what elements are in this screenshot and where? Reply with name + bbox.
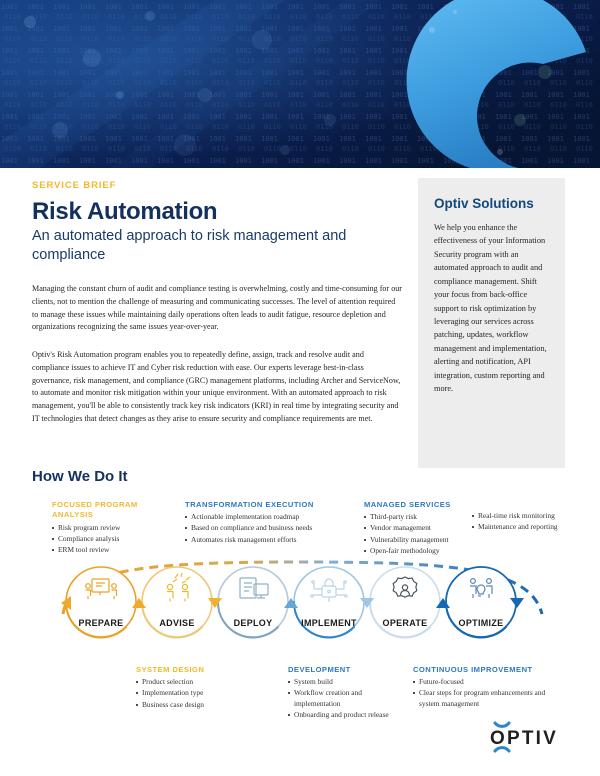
list-item: Third-party risk — [364, 512, 474, 523]
intro-paragraph-2: Optiv's Risk Automation program enables you to repeatedly define, assign, track and resolve audit and compliance issues to achieve IT and Cyber risk reduction with ease. Our experts leverage best-in-class governance, risk management, and compliance (GRC) management platforms, including Archer and ServiceNow, to automate and monitor risk mitigation within your unique environment. With an automated approach to risk management, you'll be able to consistently track key risk indicators (KRI) in real time by integrating security and IT technologies that detect changes as they arise to ensure security and compliance requirements are met. — [32, 350, 401, 423]
list-item: Risk program review — [52, 523, 172, 534]
step-label-deploy: DEPLOY — [233, 618, 273, 628]
list-item: Product selection — [136, 677, 266, 688]
list-item: ERM tool review — [52, 545, 172, 556]
eyebrow-label: SERVICE BRIEF — [32, 180, 117, 191]
group-list — [364, 512, 474, 556]
list-item: Onboarding and product release — [288, 710, 408, 721]
list-item: Actionable implementation roadmap — [185, 512, 350, 523]
list-item: Implementation type — [136, 688, 266, 699]
group-title: FOCUSED PROGRAM ANALYSIS — [52, 500, 138, 520]
group-managed-services-column-2 — [472, 511, 568, 533]
list-item: Vulnerability management — [364, 535, 474, 546]
list-item: System build — [288, 677, 408, 688]
group-system-design — [136, 665, 266, 711]
step-label-operate: OPERATE — [382, 618, 428, 628]
step-label-prepare: PREPARE — [78, 618, 124, 628]
group-list — [52, 523, 172, 556]
step-label-optimize: OPTIMIZE — [458, 618, 504, 628]
group-title: MANAGED SERVICES — [364, 500, 451, 509]
list-item: Workflow creation and implementation — [288, 688, 408, 709]
list-item: Open-fair methodology — [364, 546, 474, 557]
group-list — [288, 677, 408, 720]
group-focused-program-analysis — [52, 500, 172, 556]
process-flow-diagram — [30, 556, 575, 656]
list-item: Based on compliance and business needs — [185, 523, 350, 534]
group-title: SYSTEM DESIGN — [136, 665, 205, 674]
header-banner-image — [0, 0, 600, 168]
group-list — [413, 677, 563, 709]
list-item: Automates risk management efforts — [185, 535, 350, 546]
list-item: Business case design — [136, 700, 266, 711]
group-development — [288, 665, 408, 721]
step-label-advise: ADVISE — [159, 618, 195, 628]
group-list — [472, 511, 568, 533]
sidebar-title: Optiv Solutions — [434, 196, 534, 211]
optiv-wordmark: OPTIV — [490, 728, 559, 749]
list-item: Real-time risk monitoring — [472, 511, 568, 522]
step-label-implement: IMPLEMENT — [301, 618, 357, 628]
list-item: Maintenance and reporting — [472, 522, 568, 533]
group-title: TRANSFORMATION EXECUTION — [185, 500, 314, 509]
group-list — [185, 512, 350, 545]
group-title: DEVELOPMENT — [288, 665, 351, 674]
list-item: Compliance analysis — [52, 534, 172, 545]
group-list — [136, 677, 266, 710]
intro-paragraph-1: Managing the constant churn of audit and compliance testing is overwhelming, costly and time-consuming for our clients, not to mention the challenge of measuring and communicating successes. The level of attention required to manage these issues while maintaining daily operations often leads to audit fatigue, resource depletion and organizations recognizing the same issues year-over-year. — [32, 284, 402, 332]
group-continuous-improvement — [413, 665, 563, 710]
list-item: Future-focused — [413, 677, 563, 688]
list-item: Vendor management — [364, 523, 474, 534]
group-title: CONTINUOUS IMPROVEMENT — [413, 665, 533, 674]
list-item: Clear steps for program enhancements and system management — [413, 688, 563, 709]
optiv-logo — [488, 720, 574, 754]
group-transformation-execution — [185, 500, 350, 546]
page-subtitle: An automated approach to risk management and compliance — [32, 228, 347, 264]
group-managed-services — [364, 500, 474, 557]
sidebar-body: We help you enhance the effectiveness of your Information Security program with an automated approach to audit and compliance management. Shift your focus from back-office support to risk optimization by leveraging our services across patching, updates, workflow management and implementation, alerting and notification, API integration, custom reporting and more. — [434, 222, 547, 394]
optiv-solutions-panel — [418, 178, 565, 468]
page-title: Risk Automation — [32, 198, 218, 225]
section-heading-how-we-do-it: How We Do It — [32, 468, 128, 485]
